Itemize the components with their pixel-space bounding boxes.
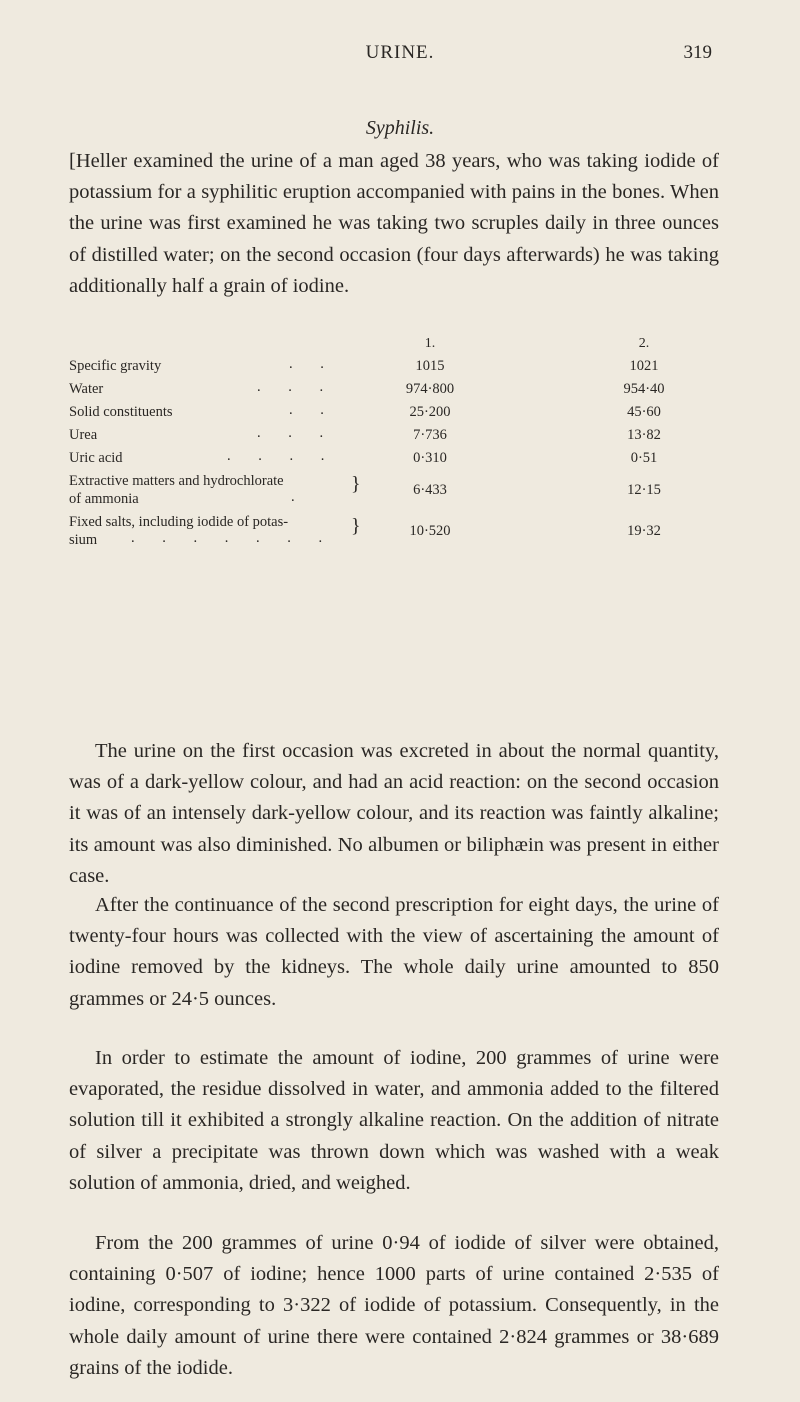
- row-label-continued: sium: [69, 532, 98, 548]
- row-value-1: 0·310: [413, 450, 447, 466]
- brace: }: [351, 473, 361, 495]
- row-value-2: 1021: [629, 358, 659, 374]
- row-value-2: 19·32: [627, 523, 661, 539]
- leader-dots: . . .: [257, 425, 336, 441]
- row-value-1: 10·520: [409, 523, 451, 539]
- row-label: Extractive matters and hydrochlorate: [69, 473, 284, 489]
- column-header-2: 2.: [638, 336, 650, 351]
- row-label: Specific gravity: [69, 358, 162, 374]
- row-value-2: 13·82: [627, 427, 661, 443]
- row-value-1: 25·200: [409, 404, 451, 420]
- row-label-continued: of ammonia: [69, 491, 139, 507]
- row-label: Uric acid: [69, 450, 123, 466]
- row-label: Fixed salts, including iodide of potas-: [69, 514, 289, 530]
- leader-dots: . . . .: [227, 448, 337, 464]
- body-paragraph: From the 200 grammes of urine 0·94 of iodide of silver were obtained, containing 0·507 of iodine; hence 1000 parts of urine contained 2·535 of iodine, corresponding to 3·322 of iodide of potassium. Consequently, in the whole daily amount of urine there were contained 2·824 grammes or 38·689 grains of the iodide.: [69, 1232, 719, 1379]
- row-value-2: 45·60: [627, 404, 661, 420]
- leader-dots: .: [291, 489, 307, 505]
- row-value-1: 974·800: [405, 381, 455, 397]
- row-label: Urea: [69, 427, 98, 443]
- running-head-title: URINE.: [365, 42, 435, 63]
- row-value-2: 12·15: [627, 482, 661, 498]
- intro-paragraph: [Heller examined the urine of a man aged 38 years, who was taking iodide of potassium for a syphilitic eruption accompanied with pains in the bones. When the urine was first examined he was taking two scruples daily in three ounces of distilled water; on the second occasion (four days afterwards) he was taking additionally half a grain of iodine.: [69, 150, 719, 297]
- leader-dots: . .: [289, 402, 336, 418]
- page-number: 319: [683, 42, 712, 63]
- leader-dots: . . .: [257, 379, 336, 395]
- row-label: Solid constituents: [69, 404, 173, 420]
- urine-analysis-table: [69, 336, 719, 676]
- row-label: Water: [69, 381, 104, 397]
- row-value-2: 954·40: [623, 381, 665, 397]
- brace: }: [351, 515, 361, 537]
- section-title: Syphilis.: [365, 117, 435, 139]
- running-head: [0, 42, 800, 72]
- leader-dots: . .: [289, 356, 336, 372]
- leader-dots: . . . . . . .: [131, 530, 335, 546]
- row-value-1: 7·736: [413, 427, 447, 443]
- row-value-1: 6·433: [413, 482, 447, 498]
- column-header-1: 1.: [424, 336, 436, 351]
- body-paragraph: After the continuance of the second prescription for eight days, the urine of twenty-four hours was collected with the view of ascertaining the amount of iodine removed by the kidneys. The whole daily urine amounted to 850 grammes or 24·5 ounces.: [69, 894, 719, 1010]
- row-value-2: 0·51: [630, 450, 658, 466]
- body-paragraph: The urine on the first occasion was excreted in about the normal quantity, was of a dark-yellow colour, and had an acid reaction: on the second occasion it was of an intensely dark-yellow colour, and its reaction was faintly alkaline; its amount was also diminished. No albumen or biliphæin was present in either case.: [69, 740, 719, 887]
- body-paragraph: In order to estimate the amount of iodine, 200 grammes of urine were evaporated, the residue dissolved in water, and ammonia added to the filtered solution till it exhibited a strongly alkaline reaction. On the addition of nitrate of silver a precipitate was thrown down which was washed with a weak solution of ammonia, dried, and weighed.: [69, 1047, 719, 1194]
- row-value-1: 1015: [415, 358, 445, 374]
